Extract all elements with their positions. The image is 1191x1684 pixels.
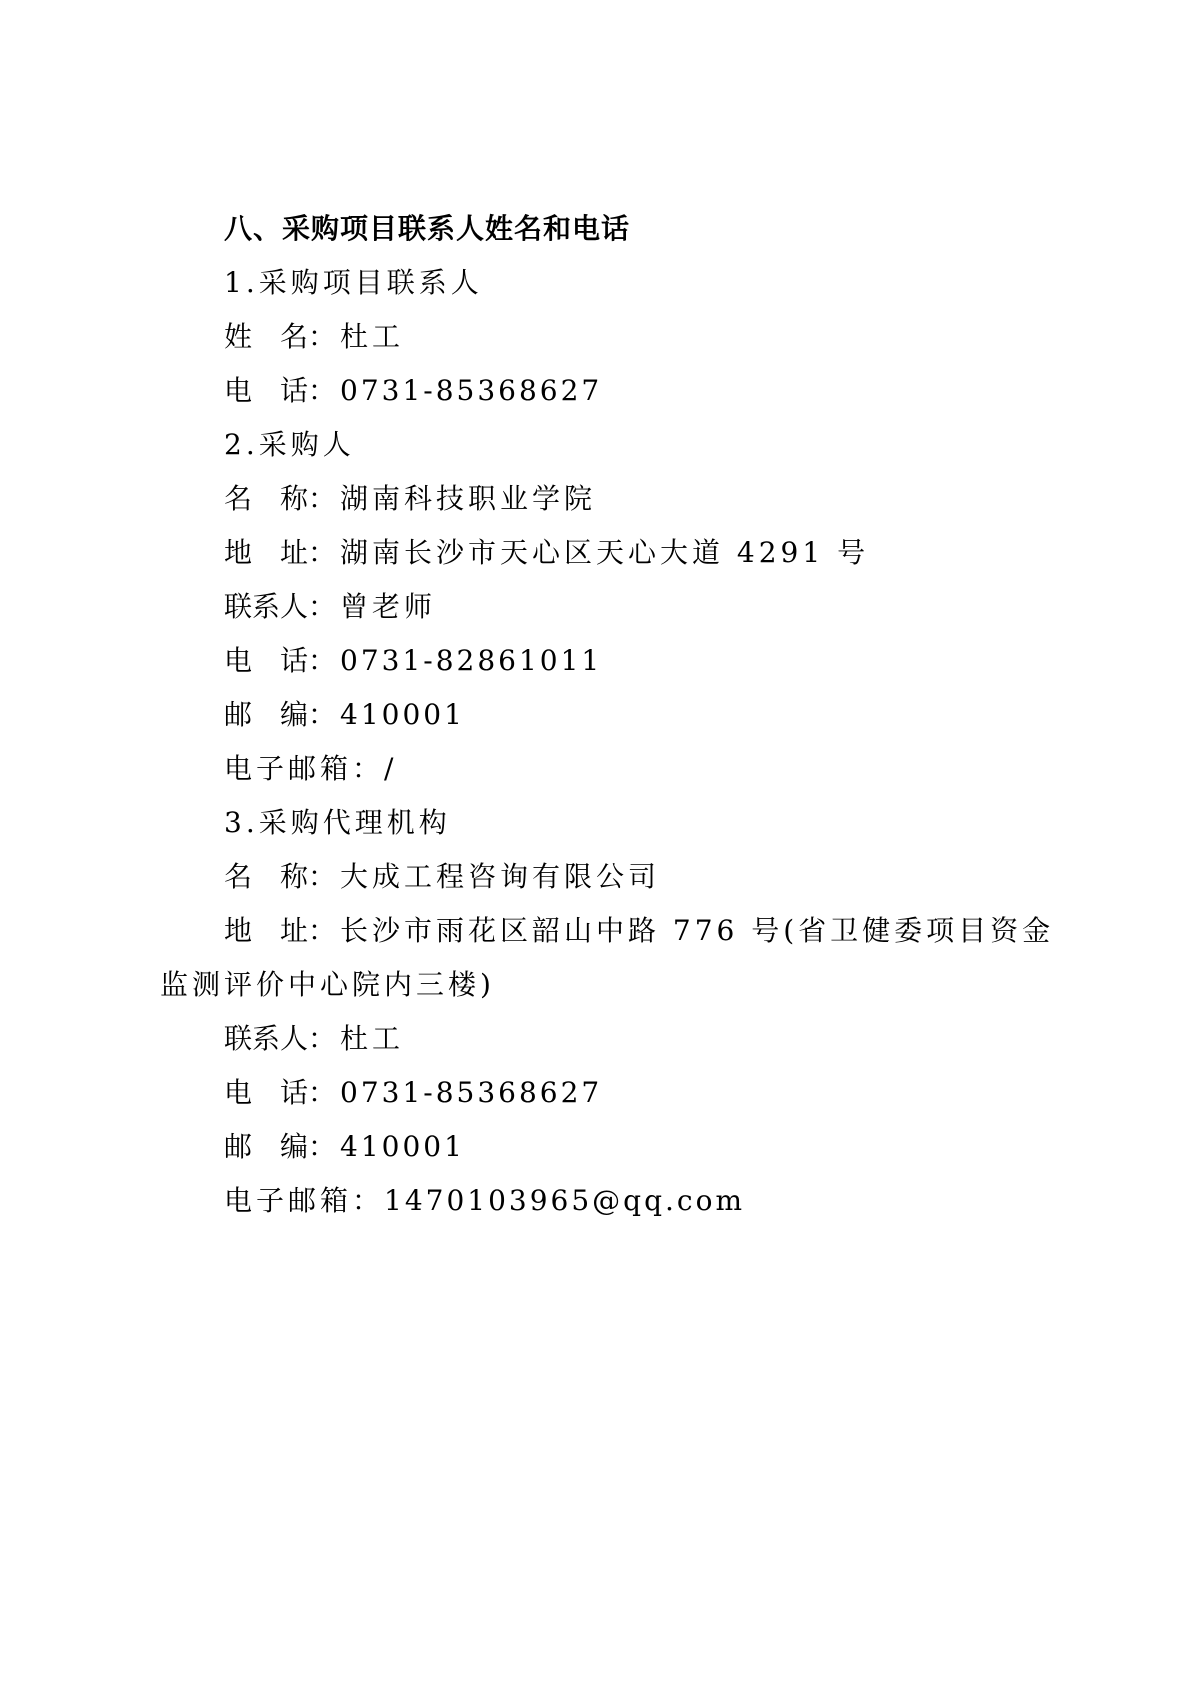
section-heading: 八、采购项目联系人姓名和电话 xyxy=(224,212,631,245)
section2-postcode-row xyxy=(224,695,465,735)
org-label: 名 称 xyxy=(224,482,308,515)
contact-label: 联系人 xyxy=(224,1022,309,1055)
address-label: 地 址 xyxy=(224,536,308,569)
email-value: 1470103965@qq.com xyxy=(384,1184,746,1217)
colon: ： xyxy=(308,1076,341,1109)
section3-address-continuation: 监测评价中心院内三楼) xyxy=(160,968,495,1001)
contact-value: 曾老师 xyxy=(340,590,437,623)
section3-title: 3.采购代理机构 xyxy=(224,806,451,839)
section2-title: 2.采购人 xyxy=(224,428,355,461)
email-label: 电子邮箱 xyxy=(224,752,353,785)
postcode-label: 邮 编 xyxy=(224,1130,308,1163)
colon: ： xyxy=(308,698,341,731)
address-value: 湖南长沙市天心区天心大道 4291 号 xyxy=(340,536,870,569)
colon: ： xyxy=(308,1022,341,1055)
section2-contact-row xyxy=(224,587,436,627)
colon: ： xyxy=(308,914,341,947)
address-value-line1: 长沙市雨花区韶山中路 776 号(省卫健委项目资金 xyxy=(340,914,1055,947)
section2-phone-row xyxy=(224,641,602,681)
phone-value: 0731-85368627 xyxy=(340,374,603,407)
postcode-value: 410001 xyxy=(340,1130,465,1163)
colon: ： xyxy=(308,860,341,893)
section3-phone-row xyxy=(224,1073,602,1113)
org-label: 名 称 xyxy=(224,860,308,893)
phone-label: 电 话 xyxy=(224,374,308,407)
postcode-value: 410001 xyxy=(340,698,465,731)
section2-email-row xyxy=(224,749,397,789)
section1-name-row xyxy=(224,317,404,357)
colon: ： xyxy=(308,482,341,515)
section3-address-row xyxy=(224,911,1054,951)
address-label: 地 址 xyxy=(224,914,308,947)
email-label: 电子邮箱 xyxy=(224,1184,353,1217)
contact-value: 杜工 xyxy=(340,1022,405,1055)
colon: ： xyxy=(352,752,385,785)
colon: ： xyxy=(308,536,341,569)
org-value: 湖南科技职业学院 xyxy=(340,482,597,515)
email-value: / xyxy=(384,752,398,785)
section3-contact-row xyxy=(224,1019,404,1059)
phone-value: 0731-82861011 xyxy=(340,644,603,677)
section2-org-row xyxy=(224,479,596,519)
section3-org-row xyxy=(224,857,660,897)
org-value: 大成工程咨询有限公司 xyxy=(340,860,661,893)
colon: ： xyxy=(308,590,341,623)
name-value: 杜工 xyxy=(340,320,405,353)
colon: ： xyxy=(352,1184,385,1217)
section1-title: 1.采购项目联系人 xyxy=(224,266,483,299)
section1-phone-row xyxy=(224,371,602,411)
phone-label: 电 话 xyxy=(224,1076,308,1109)
section3-email-row xyxy=(224,1181,745,1221)
section3-postcode-row xyxy=(224,1127,465,1167)
colon: ： xyxy=(308,644,341,677)
colon: ： xyxy=(308,1130,341,1163)
name-label: 姓 名 xyxy=(224,320,308,353)
phone-label: 电 话 xyxy=(224,644,308,677)
postcode-label: 邮 编 xyxy=(224,698,308,731)
contact-label: 联系人 xyxy=(224,590,309,623)
colon: ： xyxy=(308,374,341,407)
phone-value: 0731-85368627 xyxy=(340,1076,603,1109)
section2-address-row xyxy=(224,533,869,573)
colon: ： xyxy=(308,320,341,353)
